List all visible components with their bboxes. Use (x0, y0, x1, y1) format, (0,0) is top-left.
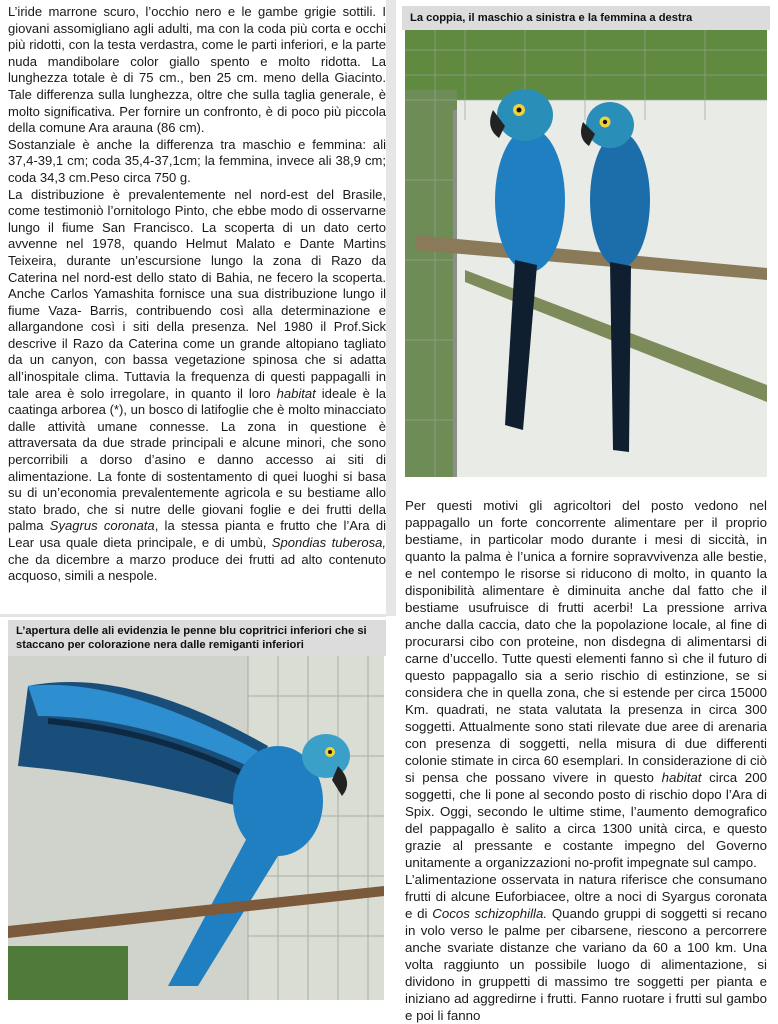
column-divider (386, 0, 396, 616)
paragraph-feeding: L’alimentazione osservata in natura riferisce che consumano frutti di alcune Euforbiacee, oltre a noci di Syargus coronata e di Cocos schizophilla. Quando gruppi di soggetti si recano in volo verso le palme per cibarsene, riescono a percorrere anche svariate distanze che variano da 60 a 100 km. Una volta raggiunto un possibile luogo di alimentazione, si dividono in gruppetti di massimo tre soggetti per pianta e iniziano ad aggredirne i frutti. Fanno ruotare i frutti sul gambo e poi li fanno (405, 872, 767, 1023)
top-photo-caption: La coppia, il maschio a sinistra e la femmina a destra (402, 6, 770, 30)
left-photo-caption: L’apertura delle ali evidenzia le penne blu copritrici inferiori che si staccano per colorazione nera dalle remiganti inferiori (8, 620, 386, 656)
macaw-pair-photo (405, 30, 767, 477)
section-divider (0, 600, 386, 617)
paragraph-threats: Per questi motivi gli agricoltori del posto vedono nel pappagallo un forte concorrente alimentare per il proprio bestiame, in particolar modo durante i mesi di siccità, in quanto la palma è l’unica a fornire sopravvivenza alle bestie, e nel contempo le risorse si riducono di molto, in quanto la disponibilità alimentare è diminuita anche dal fatto che il bestiame usufruisce di frutti acerbi! La pressione arriva anche dalla caccia, dato che la popolazione locale, al fine di procurarsi cibo con proteine, non disdegna di alimentarsi di carne d’uccello. Tutte questi elementi fanno sì che il futuro di questo pappagallo sia a serio rischio di estinzione, se si considera che in quella zona, che si estende per circa 15000 Km. quadrati, ne stata valutata la presenza in circa 300 soggetti. Attualmente sono stati rilevate due aree di arenaria con presenza di soggetti, nella misura di due differenti colonie stimate in circa 60 esemplari. In considerazione di ciò si pensa che possano vivere in questo habitat circa 200 soggetti, che li pone al secondo posto di rischio dopo l’Ara di Spix. Oggi, secondo le ultime stime, l’aumento demografico del pappagallo è salito a circa 1300 unità circa, e questo grazie al pressante e costante impegno del Governo unitamente a organizzazioni no-profit impegnate sul campo. (405, 498, 767, 870)
paragraph-description: L’iride marrone scuro, l’occhio nero e le gambe grigie sottili. I giovani assomigliano agli adulti, ma con la coda più corta e occhi più ridotti, con la testa verdastra, come le parti inferiori, e la parte nuda mandibolare color giallo spento e molto ridotta. La lunghezza totale è di 75 cm., ben 25 cm. meno della Giacinto. Tale differenza sulla lunghezza, oltre che sulla taglia generale, è molto significativa. Per fornire un confronto, è di poco più piccola della comune Ara arauna (86 cm). (8, 4, 386, 136)
left-text-column (8, 4, 386, 585)
paragraph-distribution: La distribuzione è prevalentemente nel nord-est del Brasile, come testimoniò l’ornitologo Pinto, che ebbe modo di osservarne lungo il fiume San Francisco. La scoperta di un dato certo avvenne nel 1978, quando Helmut Malato e Dante Martins Teixeira, durante un’escursione lungo la zona di Razo da Caterina nel nord-est dello stato di Bahia, ne fecero la scoperta. Anche Carlos Yamashita fornisce una sua distribuzione lungo il fiume Vaza- Barris, contribuendo così alla determinazione e allargandone così i siti della presenza. Nel 1980 il Prof.Sick descrive il Razo da Caterina come un grande altopiano tagliato da un canyon, con bassa vegetazione spinosa che si adatta all’inospitale clima. Tuttavia la frequenza di questi pappagalli in tale area è solo irregolare, in quanto il loro habitat ideale è la caatinga arborea (*), un bosco di latifoglie che è molto minacciato dalle attività umane connesse. La zona in questione è attraversata da due strade principali e alcune minori, che sono percorribili a dorso d’asino e danno accesso ai siti di alimentazione. La fonte di sostentamento di quei luoghi si basa su di un’economia prevalentemente agricola e su bestiame allo stato brado, che si nutre delle giovani foglie e dei frutti della palma Syagrus coronata, la stessa pianta e frutto che l’Ara di Lear usa quale dieta principale, e di umbù, Spondias tuberosa, che da dicembre a marzo produce dei frutti ad alto contenuto acquoso, simili a nespole. (8, 186, 387, 584)
right-text-column (405, 497, 767, 1024)
macaw-spread-wings-photo (8, 656, 384, 1000)
paragraph-measurements: Sostanziale è anche la differenza tra maschio e femmina: ali 37,4-39,1 cm; coda 35,4-37,1cm; la femmina, invece ali 38,9 cm; coda 34,3 cm.Peso circa 750 g. (8, 136, 386, 185)
